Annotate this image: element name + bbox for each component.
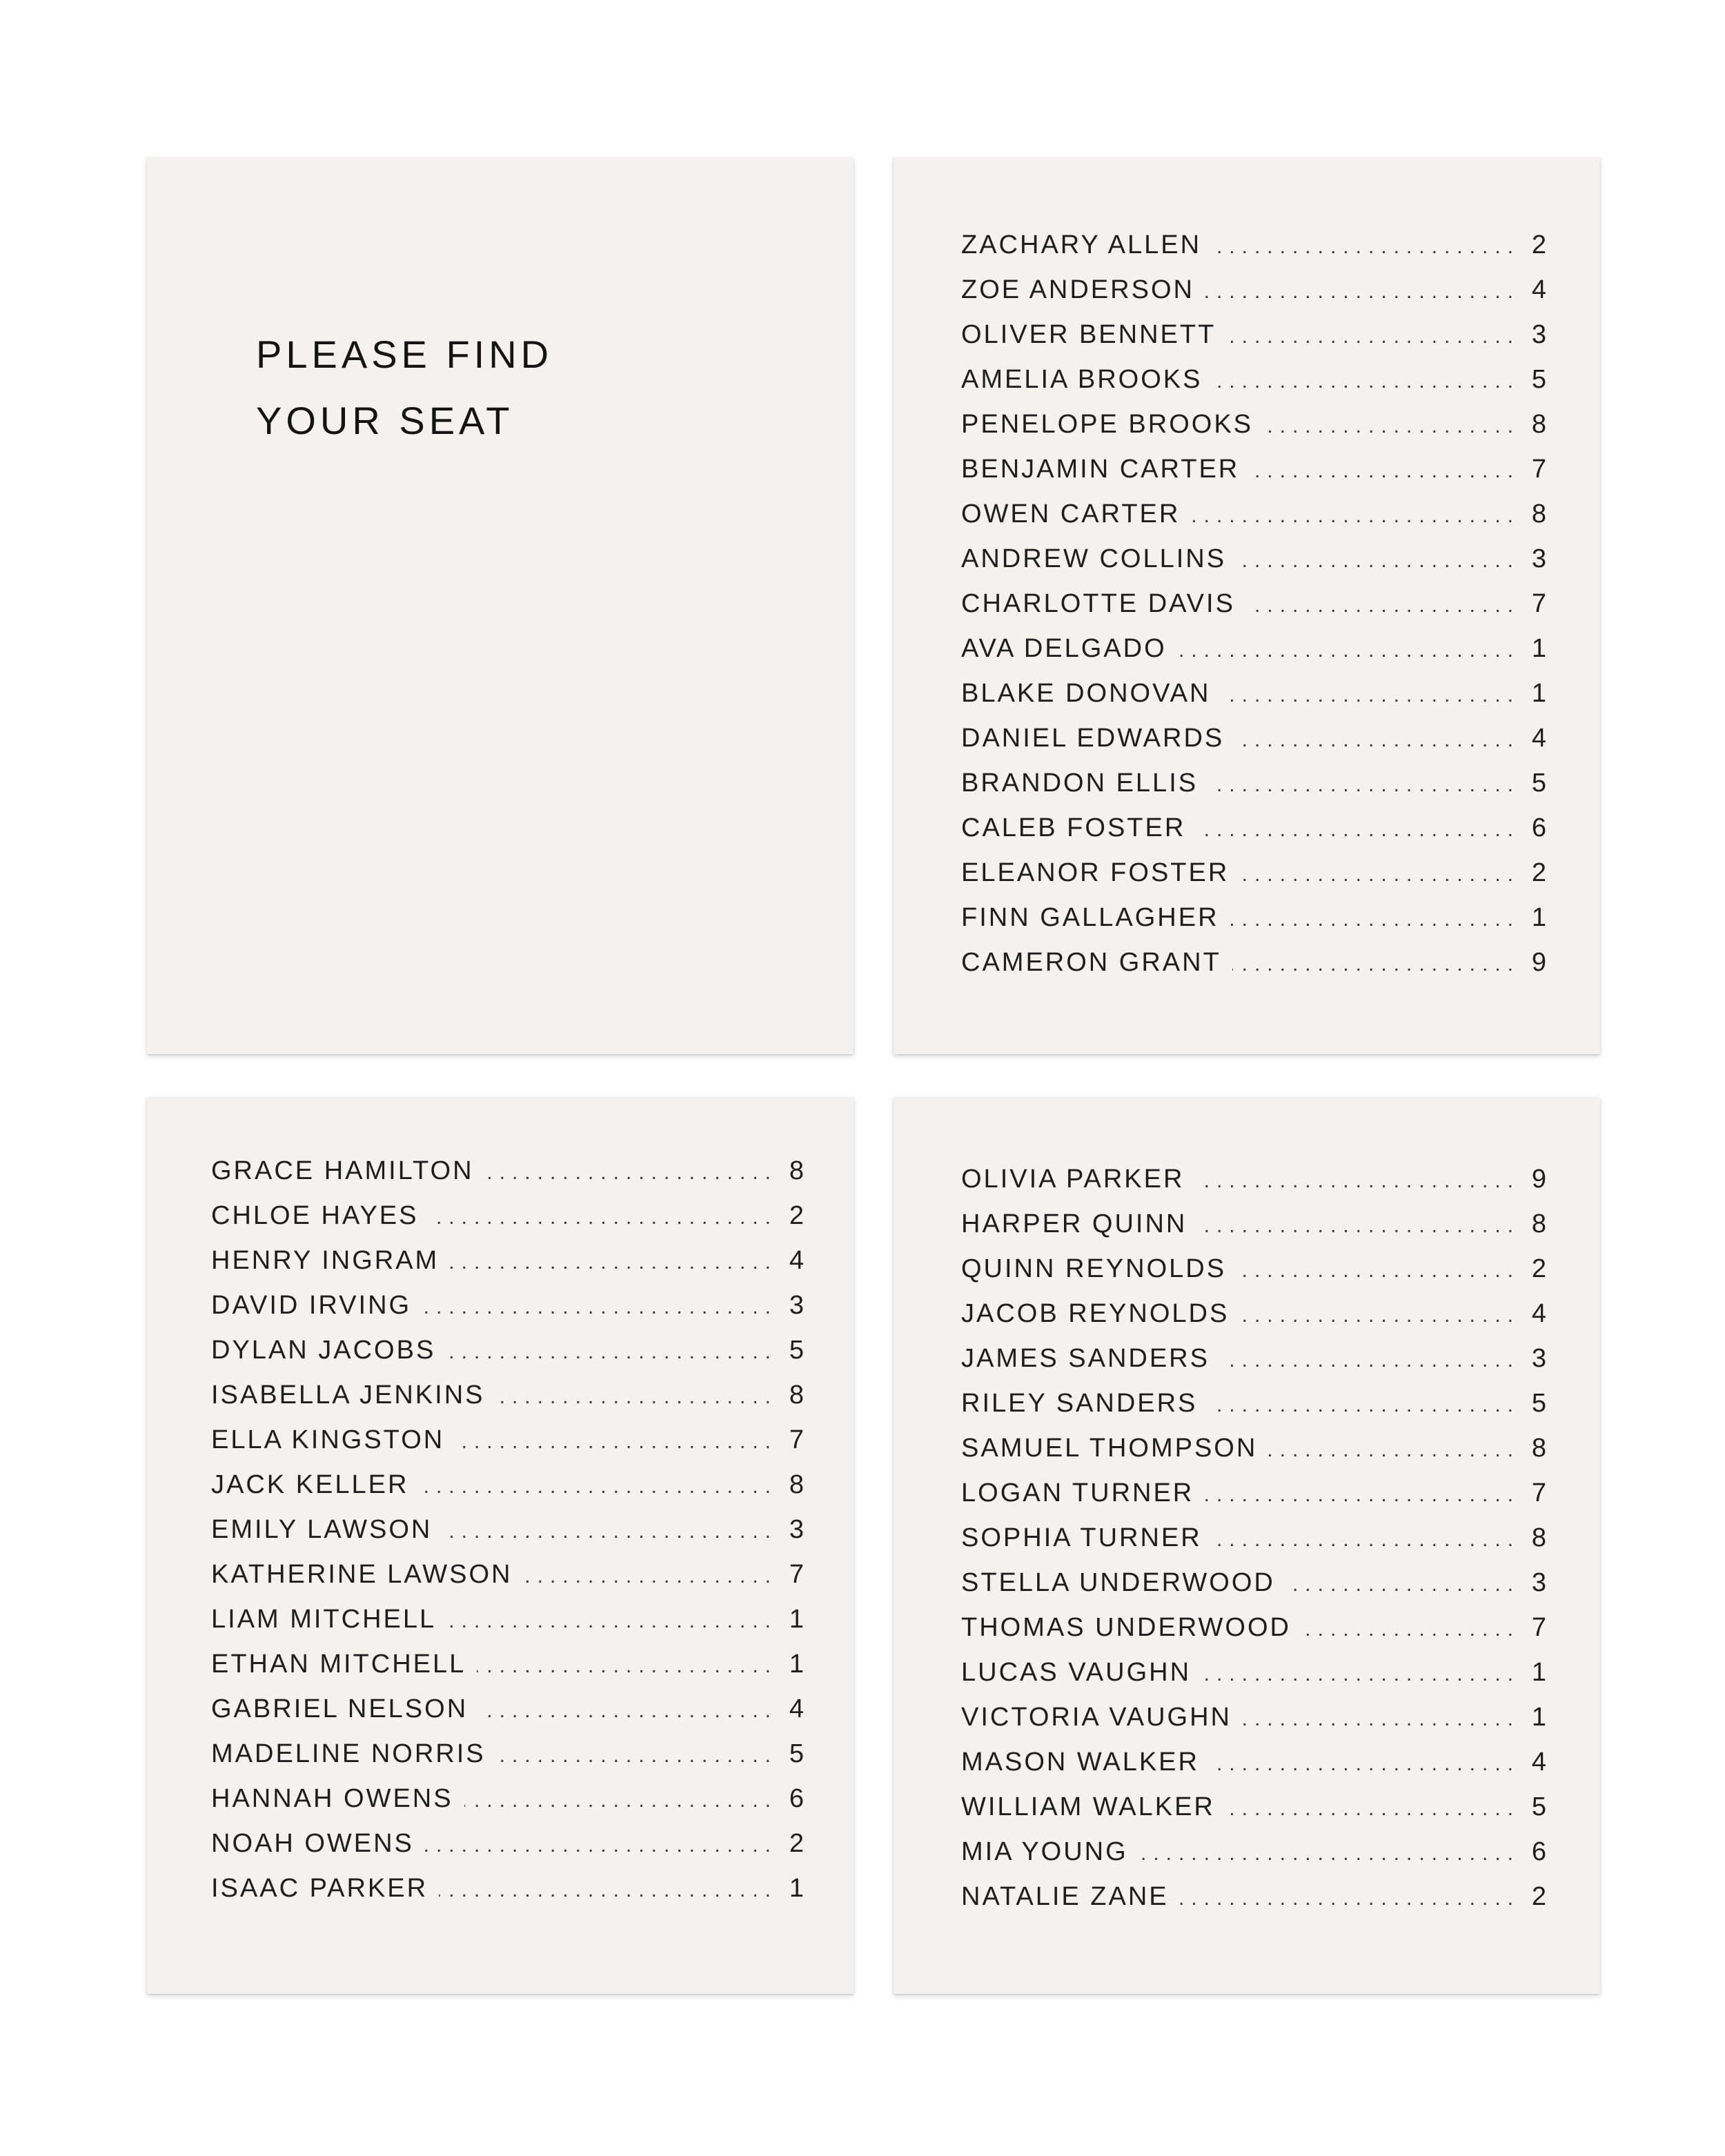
table-number: 9 (1531, 1165, 1546, 1194)
dot-leader (1205, 1472, 1520, 1517)
table-number: 3 (1531, 1568, 1546, 1597)
table-number: 3 (1531, 1344, 1546, 1373)
guest-name: MASON WALKER (961, 1748, 1199, 1777)
list-item (211, 1238, 804, 1283)
list-item (961, 1381, 1546, 1426)
title-card (147, 157, 854, 1054)
guest-name: AVA DELGADO (961, 634, 1167, 663)
table-number: 6 (789, 1784, 804, 1813)
list-item (961, 1336, 1546, 1381)
table-number: 5 (1531, 769, 1546, 798)
list-item (961, 402, 1546, 447)
guest-name: AMELIA BROOKS (961, 365, 1203, 394)
dot-leader (455, 1419, 778, 1464)
guest-name: MADELINE NORRIS (211, 1739, 486, 1768)
list-item (961, 313, 1546, 357)
dot-leader (1139, 1831, 1520, 1876)
guest-name: JACOB REYNOLDS (961, 1299, 1230, 1328)
list-item (211, 1283, 804, 1328)
table-number: 2 (1531, 858, 1546, 887)
dot-leader (1246, 583, 1520, 628)
table-number: 1 (789, 1650, 804, 1679)
dot-leader (1205, 269, 1520, 314)
dot-leader (1268, 1427, 1520, 1472)
table-number: 1 (789, 1605, 804, 1634)
list-item (961, 1426, 1546, 1471)
guest-name: LIAM MITCHELL (211, 1605, 437, 1634)
table-number: 1 (789, 1874, 804, 1903)
list-item (961, 1875, 1546, 1919)
guest-name: NOAH OWENS (211, 1829, 414, 1858)
list-item (961, 806, 1546, 851)
dot-leader (1196, 807, 1520, 852)
table-number: 6 (1531, 813, 1546, 842)
list-item (961, 1695, 1546, 1740)
dot-leader (479, 1688, 778, 1733)
table-number: 9 (1531, 948, 1546, 977)
table-number: 7 (1531, 1613, 1546, 1642)
guest-name: ISABELLA JENKINS (211, 1381, 485, 1410)
guest-name: PENELOPE BROOKS (961, 410, 1254, 439)
dot-leader (1250, 448, 1520, 493)
list-item (211, 1418, 804, 1463)
dot-leader (446, 1329, 778, 1374)
seating-card-3 (894, 1097, 1600, 1994)
list-item (211, 1866, 804, 1911)
table-number: 2 (789, 1829, 804, 1858)
list-item (211, 1149, 804, 1194)
table-number: 1 (1531, 903, 1546, 932)
table-number: 1 (1531, 679, 1546, 708)
list-item (211, 1463, 804, 1507)
list-item (211, 1821, 804, 1866)
guest-name: ISAAC PARKER (211, 1874, 428, 1903)
list-item (961, 851, 1546, 896)
seating-card-2 (147, 1097, 854, 1994)
dot-leader (1212, 224, 1520, 269)
list-item (961, 537, 1546, 582)
table-number: 4 (1531, 275, 1546, 304)
table-number: 8 (1531, 1523, 1546, 1552)
guest-name: GABRIEL NELSON (211, 1694, 469, 1723)
table-number: 4 (789, 1694, 804, 1723)
dot-leader (422, 1285, 778, 1329)
guest-name: ANDREW COLLINS (961, 544, 1227, 573)
guest-name: LOGAN TURNER (961, 1478, 1194, 1507)
list-item (961, 1650, 1546, 1695)
guest-name: CHLOE HAYES (211, 1201, 419, 1230)
list-item (961, 761, 1546, 806)
dot-leader (1235, 718, 1520, 762)
guest-name: NATALIE ZANE (961, 1882, 1169, 1911)
dot-leader (1213, 1517, 1520, 1562)
list-item (961, 1247, 1546, 1292)
guest-name: OLIVER BENNETT (961, 320, 1216, 349)
table-number: 8 (789, 1156, 804, 1185)
guest-list (211, 1149, 804, 1911)
guest-name: CHARLOTTE DAVIS (961, 589, 1235, 618)
dot-leader (429, 1195, 778, 1240)
dot-leader (1191, 493, 1520, 538)
dot-leader (1243, 1697, 1520, 1741)
guest-name: KATHERINE LAWSON (211, 1560, 513, 1589)
guest-name: STELLA UNDERWOOD (961, 1568, 1275, 1597)
dot-leader (1210, 1741, 1520, 1786)
dot-leader (1209, 762, 1520, 807)
seating-card-1 (894, 157, 1600, 1054)
page-title (256, 322, 553, 454)
dot-leader (1227, 314, 1520, 359)
dot-leader (1213, 359, 1520, 404)
dot-leader (1302, 1607, 1520, 1652)
list-item (211, 1597, 804, 1642)
dot-leader (425, 1823, 778, 1868)
table-number: 8 (1531, 1434, 1546, 1463)
guest-name: EMILY LAWSON (211, 1515, 433, 1544)
list-item (961, 357, 1546, 402)
dot-leader (1195, 1158, 1520, 1203)
list-item (961, 716, 1546, 761)
guest-name: LUCAS VAUGHN (961, 1658, 1192, 1687)
dot-leader (1286, 1562, 1520, 1607)
dot-leader (496, 1374, 778, 1419)
list-item (961, 1740, 1546, 1785)
dot-leader (450, 1240, 778, 1285)
title-line-2: YOUR SEAT (256, 399, 514, 442)
guest-name: HENRY INGRAM (211, 1246, 440, 1275)
dot-leader (1208, 1383, 1520, 1427)
list-item (961, 1292, 1546, 1336)
dot-leader (1221, 673, 1520, 718)
list-item (211, 1328, 804, 1373)
guest-name: ZACHARY ALLEN (961, 230, 1202, 259)
table-number: 7 (789, 1560, 804, 1589)
table-number: 7 (1531, 455, 1546, 484)
list-item (961, 626, 1546, 671)
table-number: 3 (789, 1515, 804, 1544)
dot-leader (1232, 942, 1520, 987)
list-item (211, 1194, 804, 1238)
table-number: 3 (1531, 544, 1546, 573)
dot-leader (1240, 852, 1520, 897)
table-number: 1 (1531, 1703, 1546, 1732)
list-item (961, 896, 1546, 940)
table-number: 2 (1531, 230, 1546, 259)
dot-leader (1202, 1652, 1520, 1697)
table-number: 4 (789, 1246, 804, 1275)
dot-leader (439, 1868, 778, 1912)
guest-name: OLIVIA PARKER (961, 1165, 1185, 1194)
dot-leader (464, 1778, 778, 1823)
dot-leader (485, 1150, 778, 1195)
guest-name: WILLIAM WALKER (961, 1792, 1215, 1821)
table-number: 2 (1531, 1254, 1546, 1283)
table-number: 8 (789, 1470, 804, 1499)
table-number: 8 (1531, 1209, 1546, 1238)
table-number: 7 (789, 1425, 804, 1454)
list-item (961, 582, 1546, 626)
dot-leader (447, 1599, 778, 1643)
table-number: 5 (1531, 1792, 1546, 1821)
table-number: 3 (1531, 320, 1546, 349)
list-item (961, 1605, 1546, 1650)
table-number: 3 (789, 1291, 804, 1320)
list-item (961, 447, 1546, 492)
list-item (211, 1642, 804, 1687)
list-item (211, 1732, 804, 1777)
list-item (961, 1785, 1546, 1830)
list-item (961, 492, 1546, 537)
table-number: 7 (1531, 589, 1546, 618)
list-item (211, 1373, 804, 1418)
guest-name: ELLA KINGSTON (211, 1425, 445, 1454)
table-number: 7 (1531, 1478, 1546, 1507)
guest-list (961, 1157, 1546, 1919)
table-number: 5 (1531, 1389, 1546, 1418)
table-number: 2 (789, 1201, 804, 1230)
table-number: 5 (789, 1739, 804, 1768)
dot-leader (1180, 1876, 1520, 1921)
guest-list (961, 223, 1546, 985)
dot-leader (1264, 404, 1520, 448)
guest-name: SAMUEL THOMPSON (961, 1434, 1258, 1463)
list-item (961, 268, 1546, 313)
dot-leader (1237, 1248, 1520, 1293)
dot-leader (1221, 1338, 1520, 1383)
guest-name: GRACE HAMILTON (211, 1156, 474, 1185)
list-item (961, 940, 1546, 985)
table-number: 6 (1531, 1837, 1546, 1866)
list-item (961, 1202, 1546, 1247)
table-number: 8 (789, 1381, 804, 1410)
guest-name: ZOE ANDERSON (961, 275, 1194, 304)
list-item (211, 1552, 804, 1597)
guest-name: BENJAMIN CARTER (961, 455, 1240, 484)
dot-leader (1226, 1786, 1520, 1831)
guest-name: ELEANOR FOSTER (961, 858, 1230, 887)
guest-name: QUINN REYNOLDS (961, 1254, 1227, 1283)
guest-name: ETHAN MITCHELL (211, 1650, 466, 1679)
guest-name: OWEN CARTER (961, 500, 1181, 528)
dot-leader (524, 1554, 778, 1599)
list-item (211, 1777, 804, 1821)
guest-name: MIA YOUNG (961, 1837, 1128, 1866)
guest-name: JAMES SANDERS (961, 1344, 1210, 1373)
guest-name: BRANDON ELLIS (961, 769, 1199, 798)
guest-name: HANNAH OWENS (211, 1784, 453, 1813)
list-item (961, 223, 1546, 268)
list-item (961, 1157, 1546, 1202)
table-number: 8 (1531, 500, 1546, 528)
title-line-1: PLEASE FIND (256, 333, 553, 376)
dot-leader (1237, 538, 1520, 583)
guest-name: VICTORIA VAUGHN (961, 1703, 1232, 1732)
list-item (961, 1471, 1546, 1516)
guest-name: CALEB FOSTER (961, 813, 1186, 842)
table-number: 1 (1531, 634, 1546, 663)
guest-name: FINN GALLAGHER (961, 903, 1219, 932)
guest-name: BLAKE DONOVAN (961, 679, 1211, 708)
dot-leader (497, 1733, 778, 1778)
table-number: 5 (789, 1336, 804, 1365)
dot-leader (1198, 1203, 1520, 1248)
list-item (961, 1830, 1546, 1875)
dot-leader (420, 1464, 778, 1509)
table-number: 4 (1531, 724, 1546, 753)
guest-name: CAMERON GRANT (961, 948, 1221, 977)
list-item (961, 1561, 1546, 1605)
guest-name: HARPER QUINN (961, 1209, 1187, 1238)
dot-leader (477, 1643, 778, 1688)
list-item (211, 1507, 804, 1552)
list-item (211, 1687, 804, 1732)
table-number: 4 (1531, 1299, 1546, 1328)
list-item (961, 1516, 1546, 1561)
guest-name: RILEY SANDERS (961, 1389, 1198, 1418)
table-number: 5 (1531, 365, 1546, 394)
table-number: 4 (1531, 1748, 1546, 1777)
dot-leader (1178, 628, 1520, 673)
table-number: 1 (1531, 1658, 1546, 1687)
table-number: 2 (1531, 1882, 1546, 1911)
dot-leader (1240, 1293, 1520, 1338)
dot-leader (443, 1509, 778, 1554)
guest-name: DANIEL EDWARDS (961, 724, 1225, 753)
guest-name: SOPHIA TURNER (961, 1523, 1202, 1552)
guest-name: DYLAN JACOBS (211, 1336, 436, 1365)
list-item (961, 671, 1546, 716)
guest-name: DAVID IRVING (211, 1291, 412, 1320)
guest-name: THOMAS UNDERWOOD (961, 1613, 1291, 1642)
dot-leader (1230, 897, 1520, 942)
guest-name: JACK KELLER (211, 1470, 409, 1499)
table-number: 8 (1531, 410, 1546, 439)
